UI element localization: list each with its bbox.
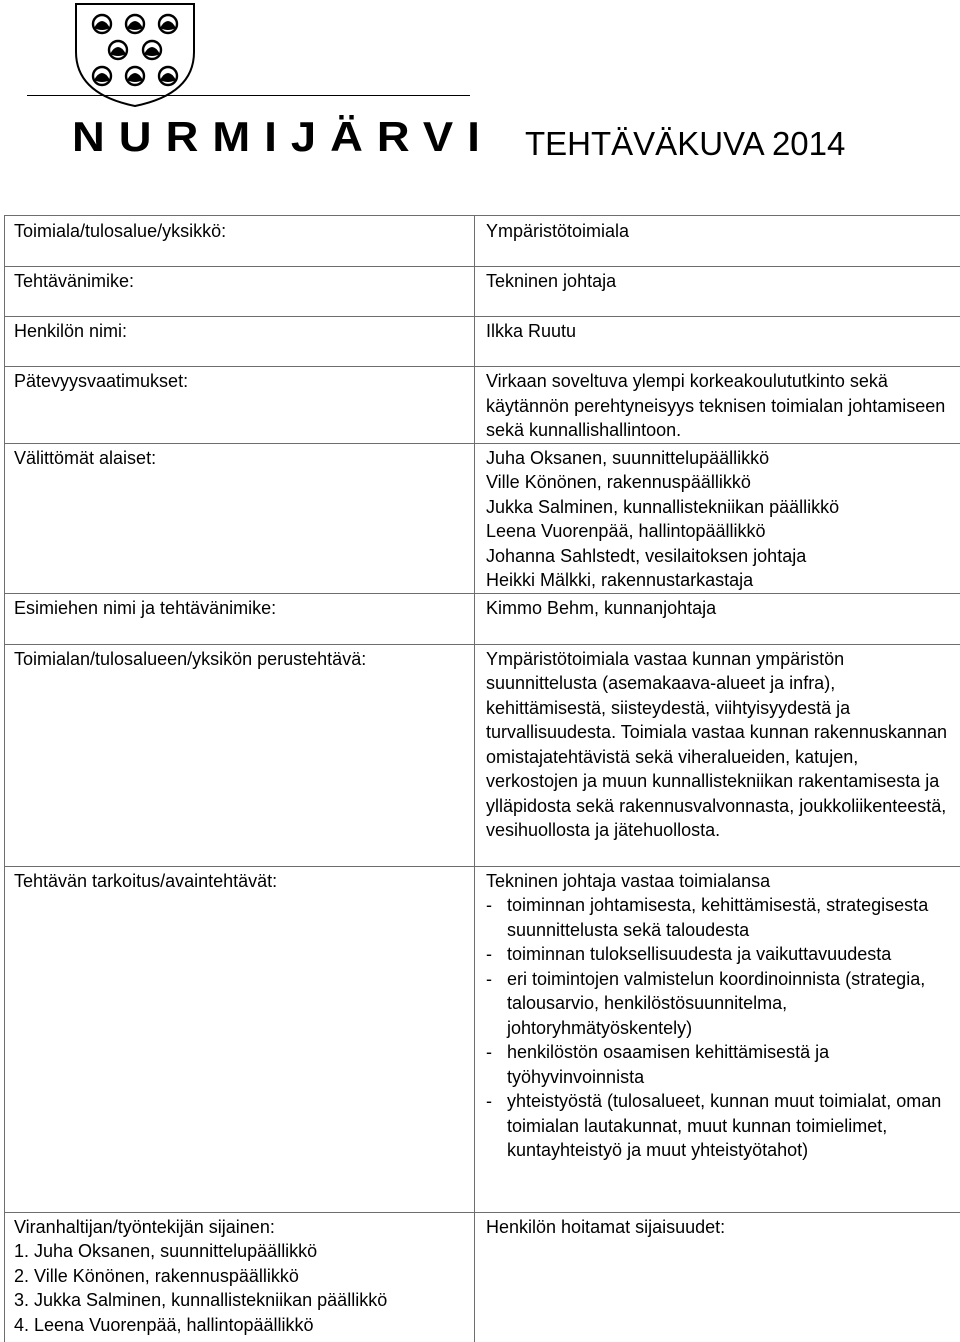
list-item: 2. Ville Könönen, rakennuspäällikkö bbox=[14, 1264, 465, 1289]
row-value: Henkilön hoitamat sijaisuudet: bbox=[475, 1212, 960, 1342]
table-row bbox=[5, 443, 960, 593]
list-item: Juha Oksanen, suunnittelupäällikkö bbox=[486, 446, 951, 471]
table-row bbox=[5, 317, 960, 367]
list-item: - toiminnan johtamisesta, kehittämisestä, strategisesta suunnittelusta sekä taloudesta bbox=[486, 893, 951, 942]
row-value: Kimmo Behm, kunnanjohtaja bbox=[475, 593, 960, 644]
row-label: Toimialan/tulosalueen/yksikön perustehtävä: bbox=[5, 644, 475, 866]
key-tasks bbox=[475, 866, 960, 1212]
table-row bbox=[5, 367, 960, 444]
list-item: 3. Jukka Salminen, kunnallistekniikan päällikkö bbox=[14, 1288, 465, 1313]
list-item: - eri toimintojen valmistelun koordinoinnista (strategia, talousarvio, henkilöstösuunnitelma, johtoryhmätyöskentely) bbox=[486, 967, 951, 1041]
table-row bbox=[5, 1212, 960, 1342]
list-item: Ville Könönen, rakennuspäällikkö bbox=[486, 470, 951, 495]
logo-wordmark: NURMIJÄRVI bbox=[72, 112, 494, 162]
list-item: - yhteistyöstä (tulosalueet, kunnan muut toimialat, oman toimialan lautakunnat, muut kunnan toimielimet, kuntayhteistyö ja muut yhteistyötahot) bbox=[486, 1089, 951, 1163]
header-rule bbox=[27, 95, 470, 96]
list-item: 4. Leena Vuorenpää, hallintopäällikkö bbox=[14, 1313, 465, 1338]
table-row bbox=[5, 593, 960, 644]
list-item: Heikki Mälkki, rakennustarkastaja bbox=[486, 568, 951, 593]
list-item: - henkilöstön osaamisen kehittämisestä ja työhyvinvoinnista bbox=[486, 1040, 951, 1089]
job-description-table bbox=[4, 215, 960, 1342]
row-label: Pätevyysvaatimukset: bbox=[5, 367, 475, 444]
row-value: Ympäristötoimiala bbox=[475, 216, 960, 267]
table-row bbox=[5, 866, 960, 1212]
table-row bbox=[5, 216, 960, 267]
row-value: Tekninen johtaja bbox=[475, 267, 960, 317]
row-value: Virkaan soveltuva ylempi korkeakoulututkinto sekä käytännön perehtyneisyys teknisen toimialan johtamiseen sekä kunnallishallintoon. bbox=[475, 367, 960, 444]
row-value: Ilkka Ruutu bbox=[475, 317, 960, 367]
list-item: - toiminnan tuloksellisuudesta ja vaikuttavuudesta bbox=[486, 942, 951, 967]
row-label: Esimiehen nimi ja tehtävänimike: bbox=[5, 593, 475, 644]
row-label: Toimiala/tulosalue/yksikkö: bbox=[5, 216, 475, 267]
document-title: TEHTÄVÄKUVA 2014 bbox=[525, 124, 845, 164]
row-label: Henkilön nimi: bbox=[5, 317, 475, 367]
list-item: Johanna Sahlstedt, vesilaitoksen johtaja bbox=[486, 544, 951, 569]
row-label: Viranhaltijan/työntekijän sijainen: bbox=[14, 1215, 465, 1240]
list-item: Jukka Salminen, kunnallistekniikan päällikkö bbox=[486, 495, 951, 520]
key-tasks-intro: Tekninen johtaja vastaa toimialansa bbox=[486, 869, 951, 894]
row-label: Tehtävänimike: bbox=[5, 267, 475, 317]
table-row bbox=[5, 267, 960, 317]
deputies-cell bbox=[5, 1212, 475, 1342]
coat-of-arms-icon bbox=[74, 2, 196, 108]
list-item: 1. Juha Oksanen, suunnittelupäällikkö bbox=[14, 1239, 465, 1264]
list-item: Leena Vuorenpää, hallintopäällikkö bbox=[486, 519, 951, 544]
row-label: Välittömät alaiset: bbox=[5, 443, 475, 593]
subordinates-list bbox=[475, 443, 960, 593]
row-label: Tehtävän tarkoitus/avaintehtävät: bbox=[5, 866, 475, 1212]
row-value: Ympäristötoimiala vastaa kunnan ympäristön suunnittelusta (asemakaava-alueet ja infra), kehittämisestä, siisteydestä, viihtyisyydestä ja turvallisuudesta. Toimiala vastaa kunnan rakennuskannan omistajatehtävistä sekä viheralueiden, katujen, verkostojen ja muun kunnallistekniikan rakentamisesta ja ylläpidosta sekä rakennusvalvonnasta, joukkoliikenteestä, vesihuollosta ja jätehuollosta. bbox=[475, 644, 960, 866]
table-row bbox=[5, 644, 960, 866]
